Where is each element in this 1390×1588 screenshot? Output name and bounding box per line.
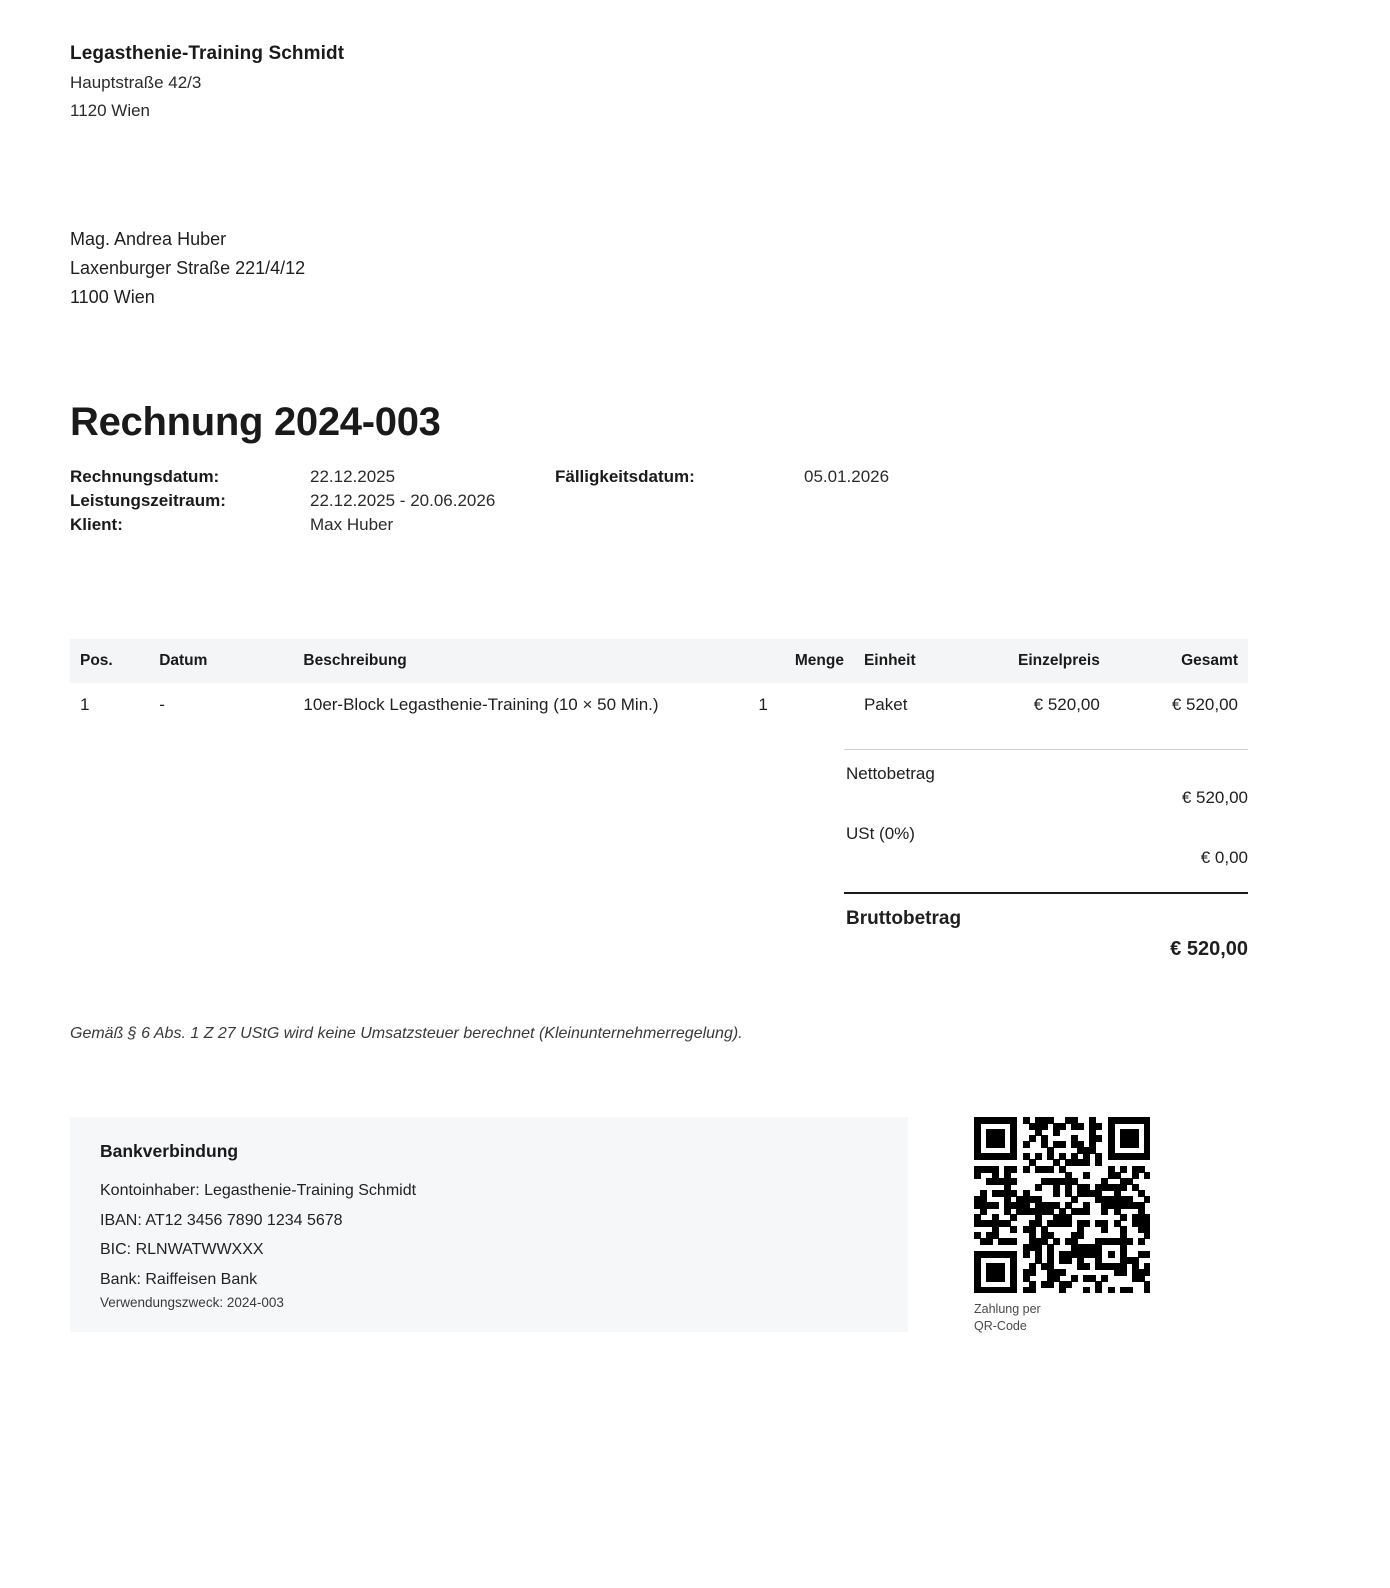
sender-street: Hauptstraße 42/3 xyxy=(70,72,202,92)
vat-row xyxy=(844,810,1248,870)
qr-caption-line-2: QR-Code xyxy=(974,1318,1027,1333)
header-einheit: Einheit xyxy=(854,639,976,683)
meta-spacer-2 xyxy=(800,491,1320,511)
header-gesamt: Gesamt xyxy=(1110,639,1248,683)
bank-details-title: Bankverbindung xyxy=(100,1141,239,1162)
payment-reference: Verwendungszweck: 2024-003 xyxy=(100,1295,284,1311)
sender-block xyxy=(70,40,1320,125)
cell-beschreibung: 10er-Block Legasthenie-Training (10 × 50 Min.) xyxy=(303,695,659,715)
header-pos: Pos. xyxy=(70,639,149,683)
invoice-meta xyxy=(70,467,1320,535)
cell-pos: 1 xyxy=(80,695,90,715)
net-total-row xyxy=(844,750,1248,810)
bank-account-holder: Kontoinhaber: Legasthenie-Training Schmidt xyxy=(100,1182,417,1200)
vat-label: USt (0%) xyxy=(846,824,915,844)
bank-iban: IBAN: AT12 3456 7890 1234 5678 xyxy=(100,1211,343,1229)
table-header-row xyxy=(70,639,1248,683)
recipient-city: 1100 Wien xyxy=(70,286,155,307)
net-total-value: € 520,00 xyxy=(1181,788,1248,808)
service-period-label: Leistungszeitraum: xyxy=(70,491,226,511)
invoice-date-value: 22.12.2025 xyxy=(310,467,396,487)
service-period-value: 22.12.2025 - 20.06.2026 xyxy=(310,491,496,511)
invoice-title: Rechnung 2024-003 xyxy=(70,400,441,445)
gross-total-value: € 520,00 xyxy=(1170,938,1248,961)
qr-code-block xyxy=(974,1117,1154,1335)
net-total-label: Nettobetrag xyxy=(846,764,935,784)
tax-exemption-note: Gemäß § 6 Abs. 1 Z 27 UStG wird keine Umsatzsteuer berechnet (Kleinunternehmerregelung). xyxy=(70,1025,743,1043)
cell-menge: 1 xyxy=(758,695,768,715)
totals-section xyxy=(70,749,1248,963)
meta-spacer-1 xyxy=(555,491,800,511)
sender-city: 1120 Wien xyxy=(70,100,151,120)
footer-section xyxy=(70,1117,1320,1335)
cell-gesamt: € 520,00 xyxy=(1171,695,1238,715)
sender-name: Legasthenie-Training Schmidt xyxy=(70,43,345,64)
qr-caption-line-1: Zahlung per xyxy=(974,1302,1041,1317)
bank-details-panel xyxy=(70,1117,908,1332)
header-datum: Datum xyxy=(149,639,293,683)
meta-spacer-3 xyxy=(555,515,800,535)
recipient-name: Mag. Andrea Huber xyxy=(70,228,227,249)
due-date-label: Fälligkeitsdatum: xyxy=(555,467,695,487)
recipient-block xyxy=(70,225,1320,312)
cell-datum: - xyxy=(159,695,165,715)
bank-name: Bank: Raiffeisen Bank xyxy=(100,1270,258,1288)
line-items-table xyxy=(70,639,1248,727)
invoice-date-label: Rechnungsdatum: xyxy=(70,467,220,487)
due-date-value: 05.01.2026 xyxy=(804,467,890,487)
recipient-street: Laxenburger Straße 221/4/12 xyxy=(70,257,306,278)
qr-code-icon xyxy=(974,1117,1150,1293)
cell-einzelpreis: € 520,00 xyxy=(1033,695,1100,715)
gross-total-label: Bruttobetrag xyxy=(846,908,962,930)
bank-bic: BIC: RLNWATWWXXX xyxy=(100,1241,264,1259)
vat-value: € 0,00 xyxy=(1200,848,1248,868)
meta-spacer-4 xyxy=(800,515,1320,535)
qr-code-caption xyxy=(974,1301,1154,1335)
line-items-header xyxy=(70,639,1248,683)
header-einzelpreis: Einzelpreis xyxy=(976,639,1110,683)
line-items-body xyxy=(70,683,1248,727)
table-row xyxy=(70,683,1248,727)
gross-total-row xyxy=(844,894,1248,963)
client-label: Klient: xyxy=(70,515,123,535)
header-menge: Menge xyxy=(748,639,854,683)
cell-einheit: Paket xyxy=(863,695,908,715)
client-value: Max Huber xyxy=(310,515,394,535)
header-beschreibung: Beschreibung xyxy=(293,639,748,683)
